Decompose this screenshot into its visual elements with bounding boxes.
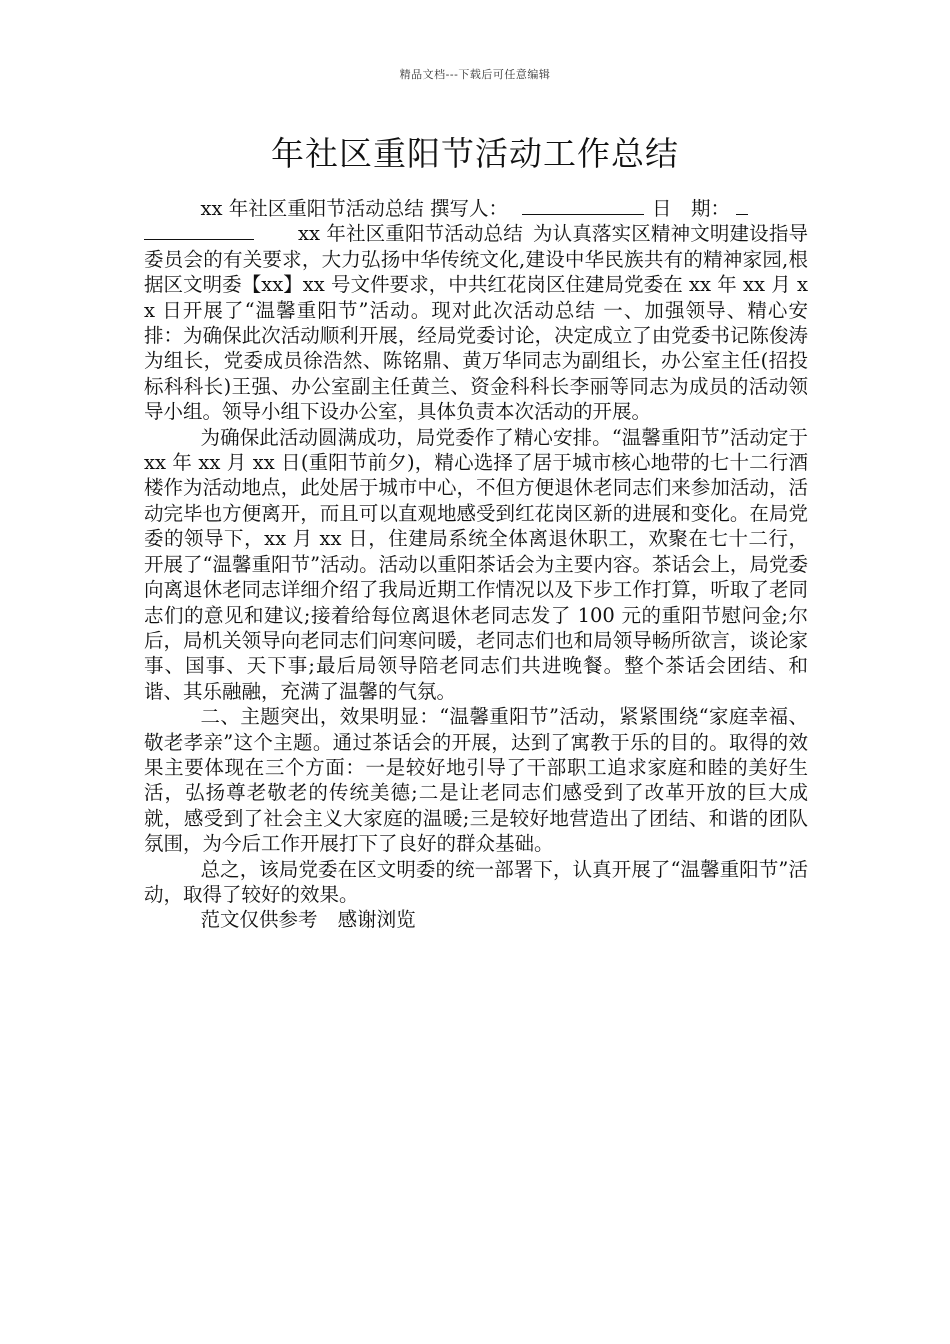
paragraph-4: 总之，该局党委在区文明委的统一部署下，认真开展了“温馨重阳节”活动，取得了较好的效果。 xyxy=(144,857,808,906)
paragraph-1 xyxy=(144,221,808,424)
document-title: 年社区重阳节活动工作总结 xyxy=(271,134,679,173)
paragraph-3: 二、主题突出，效果明显：“温馨重阳节”活动，紧紧围绕“家庭幸福、敬老孝亲”这个主题。通过茶话会的开展，达到了寓教于乐的目的。取得的效果主要体现在三个方面：一是较好地引导了干部职工追求家庭和睦的美好生活，弘扬尊老敬老的传统美德;二是让老同志们感受到了改革开放的巨大成就，感受到了社会主义大家庭的温暖;三是较好地营造出了团结、和谐的团队氛围，为今后工作开展打下了良好的群众基础。 xyxy=(144,705,808,856)
date-blank xyxy=(736,196,748,215)
paragraph-1-text: 为认真落实区精神文明建设指导委员会的有关要求，大力弘扬中华传统文化,建设中华民族共有的精神家园,根据区文明委【xx】xx 号文件要求，中共红花岗区住建局党委在 xx 年 xx 月 xx 日开展了“温馨重阳节”活动。现对此次活动总结 一、加强领导、精心安排：为确保此次活动顺利开展，经局党委讨论，决定成立了由党委书记陈俊涛为组长，党委成员徐浩然、陈铭鼎、黄万华同志为副组长，办公室主任(招投标科科长)王强、办公室副主任黄兰、资金科科长李丽等同志为成员的活动领导小组。领导小组下设办公室，具体负责本次活动的开展。 xyxy=(144,222,808,424)
paragraph-2: 为确保此活动圆满成功，局党委作了精心安排。“温馨重阳节”活动定于 xx 年 xx 月 xx 日(重阳节前夕)，精心选择了居于城市核心地带的七十二行酒楼作为活动地点，此处居于城市中心，不但方便退休老同志们来参加活动，活动完毕也方便离开，而且可以直观地感受到红花岗区新的进展和变化。在局党委的领导下，xx 月 xx 日，住建局系统全体离退休职工，欢聚在七十二行，开展了“温馨重阳节”活动。活动以重阳茶话会为主要内容。茶话会上，局党委向离退休老同志详细介绍了我局近期工作情况以及下步工作打算，听取了老同志们的意见和建议;接着给每位离退休老同志发了 100 元的重阳节慰问金;尔后，局机关领导向老同志们问寒问暖，老同志们也和局领导畅所欲言，谈论家事、国事、天下事;最后局领导陪老同志们共进晚餐。整个茶话会团结、和谐、其乐融融，充满了温馨的气氛。 xyxy=(144,425,808,703)
closing-line xyxy=(144,907,808,932)
date-label: 日 期： xyxy=(651,197,730,220)
meta-subtitle: xx 年社区重阳节活动总结 xyxy=(298,222,523,246)
closing-left: 范文仅供参考 xyxy=(200,908,318,932)
document-body xyxy=(144,196,808,933)
meta-intro: xx 年社区重阳节活动总结 撰写人： xyxy=(200,197,508,220)
author-blank xyxy=(522,196,644,215)
header-note: 精品文档---下载后可任意编辑 xyxy=(399,68,551,81)
meta-line xyxy=(144,196,808,221)
date-blank-continued xyxy=(144,221,254,240)
closing-right: 感谢浏览 xyxy=(337,908,416,932)
